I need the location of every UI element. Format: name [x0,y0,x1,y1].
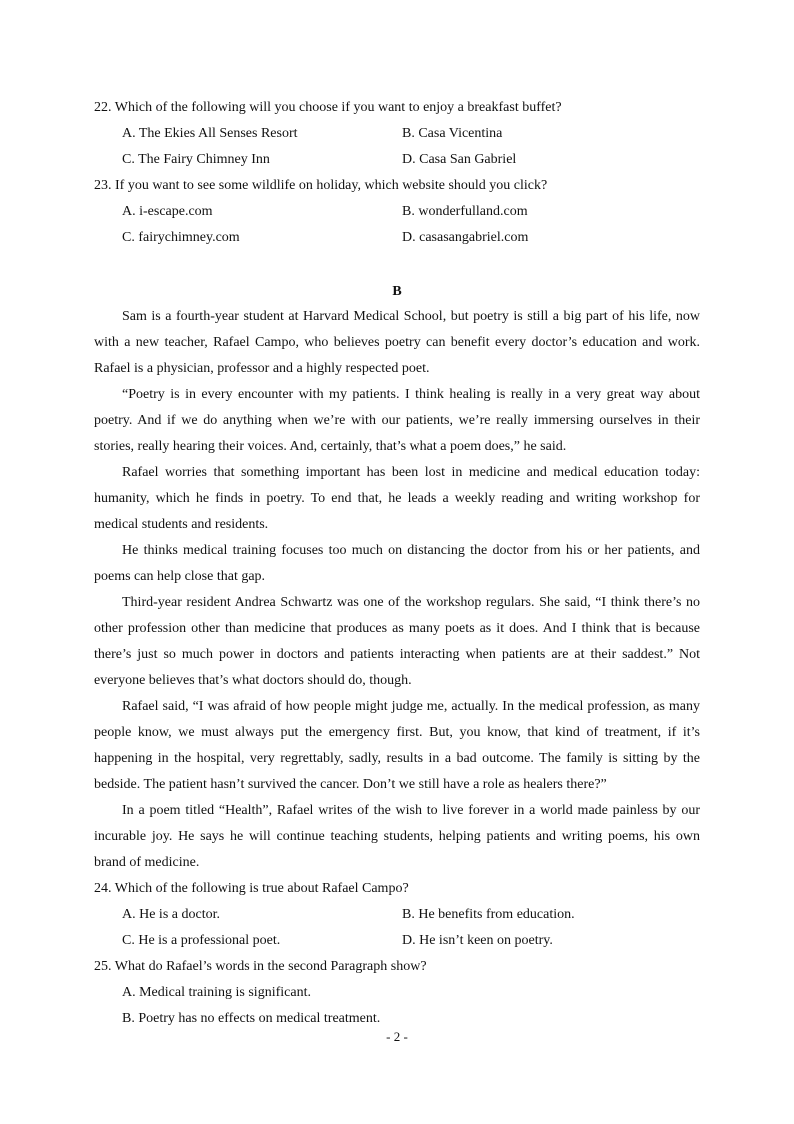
question-22-option-d: D. Casa San Gabriel [402,152,517,167]
question-24-option-a: A. He is a doctor. [122,907,220,922]
passage-paragraph-6: Rafael said, “I was afraid of how people might judge me, actually. In the medical profession, as many people know, we must always put the emergency first. But, you know, that kind of treatment, if it’s happening in the hospital, very regrettably, sadly, results in a bad outcome. The family is sitting by the bedside. The patient hasn’t survived the cancer. Don’t we still have a role as healers there?” [94,699,700,792]
question-25-option-b: B. Poetry has no effects on medical treatment. [122,1011,381,1026]
question-24-option-d: D. He isn’t keen on poetry. [402,933,553,948]
question-22-option-b: B. Casa Vicentina [402,126,503,141]
passage-paragraph-5: Third-year resident Andrea Schwartz was one of the workshop regulars. She said, “I think there’s no other profession other than medicine that produces as many poets as it does. And I think that is because there’s just so much power in doctors and patients interacting when patients are at their saddest.” Not everyone believes that’s what doctors should do, though. [94,595,700,688]
question-23-option-c: C. fairychimney.com [122,230,240,245]
question-23-option-a: A. i-escape.com [122,204,213,219]
passage-paragraph-2: “Poetry is in every encounter with my patients. I think healing is really in a very great way about poetry. And if we do anything when we’re with our patients, we’re really immersing ourselves in their stories, really hearing their voices. And, certainly, that’s what a poem does,” he said. [94,387,700,454]
question-24-stem: 24. Which of the following is true about Rafael Campo? [94,881,409,896]
question-23-option-b: B. wonderfulland.com [402,204,528,219]
passage-paragraph-1: Sam is a fourth-year student at Harvard Medical School, but poetry is still a big part of his life, now with a new teacher, Rafael Campo, who believes poetry can benefit every doctor’s education and work. Rafael is a physician, professor and a highly respected poet. [94,309,700,376]
passage-paragraph-3: Rafael worries that something important has been lost in medicine and medical education today: humanity, which he finds in poetry. To end that, he leads a weekly reading and writing workshop for medical students and residents. [94,465,700,532]
question-22-option-c: C. The Fairy Chimney Inn [122,152,270,167]
question-22-stem: 22. Which of the following will you choose if you want to enjoy a breakfast buffet? [94,100,562,115]
question-24-option-c: C. He is a professional poet. [122,933,281,948]
question-23-option-d: D. casasangabriel.com [402,230,529,245]
question-25-option-a: A. Medical training is significant. [122,985,311,1000]
passage-paragraph-7: In a poem titled “Health”, Rafael writes of the wish to live forever in a world made painless by our incurable joy. He says he will continue teaching students, helping patients and writing poems, his own brand of medicine. [94,803,700,870]
section-heading-b: B [392,284,402,299]
question-25-stem: 25. What do Rafael’s words in the second Paragraph show? [94,959,427,974]
passage-paragraph-4: He thinks medical training focuses too much on distancing the doctor from his or her patients, and poems can help close that gap. [94,543,700,584]
question-23-stem: 23. If you want to see some wildlife on holiday, which website should you click? [94,178,548,193]
question-22-option-a: A. The Ekies All Senses Resort [122,126,298,141]
question-24-option-b: B. He benefits from education. [402,907,575,922]
page-number: - 2 - [386,1029,408,1044]
